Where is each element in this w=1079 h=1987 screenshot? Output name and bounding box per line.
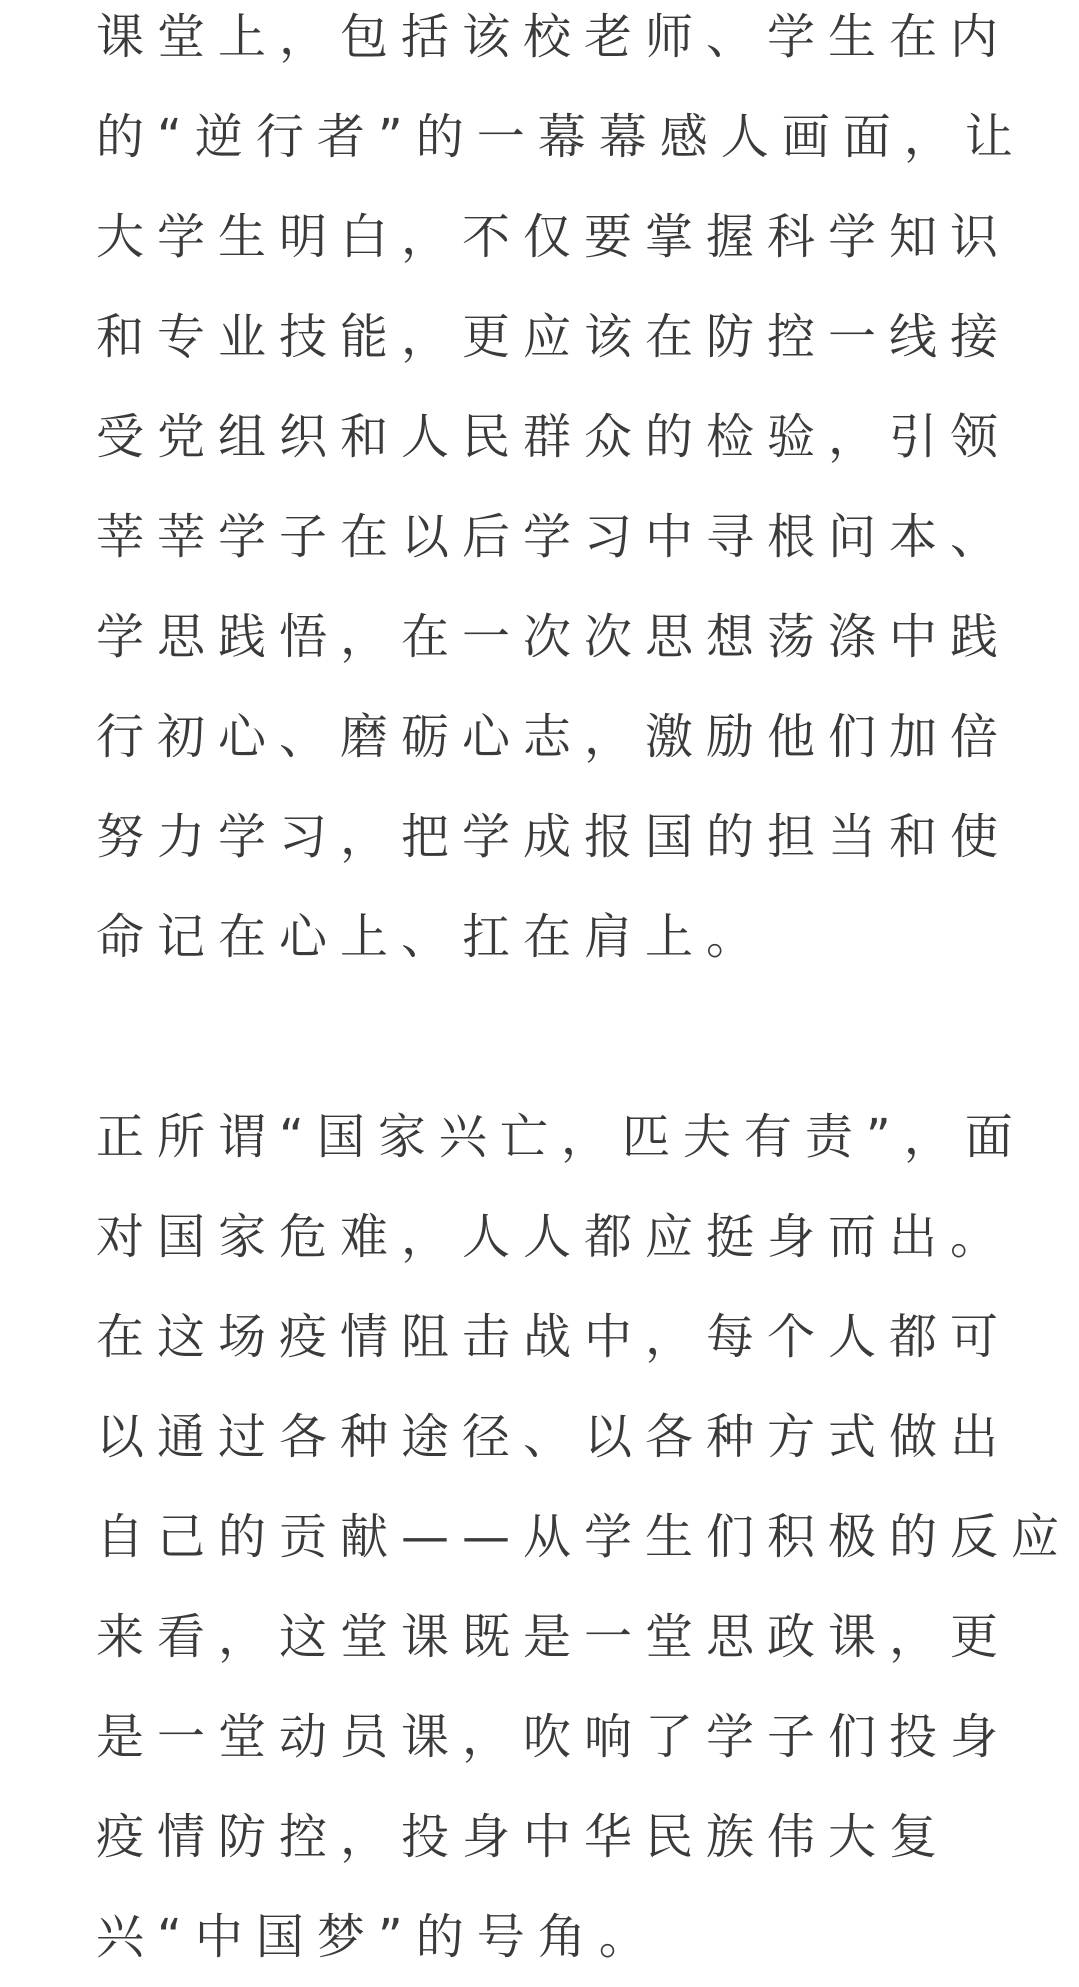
text-line: 在这场疫情阻击战中，每个人都可 [96,1309,1012,1365]
text-line: 努力学习，把学成报国的担当和使 [96,809,1012,865]
text-line: 自己的贡献——从学生们积极的反应 [96,1509,1073,1565]
text-line: 是一堂动员课，吹响了学子们投身 [96,1709,1012,1765]
text-line: 对国家危难，人人都应挺身而出。 [96,1209,1012,1265]
text-line: 受党组织和人民群众的检验，引领 [96,409,1012,465]
text-line: 和专业技能，更应该在防控一线接 [96,309,1012,365]
text-line: 的“逆行者”的一幕幕感人画面，让 [96,109,1026,165]
text-line: 课堂上，包括该校老师、学生在内 [96,9,1012,65]
text-line: 正所谓“国家兴亡，匹夫有责”，面 [96,1109,1026,1165]
text-line: 行初心、磨砺心志，激励他们加倍 [96,709,1012,765]
paragraph-1 [96,0,1026,987]
text-line: 命记在心上、扛在肩上。 [96,909,768,965]
text-line: 疫情防控，投身中华民族伟大复 [96,1809,951,1865]
text-line: 兴“中国梦”的号角。 [96,1909,660,1965]
text-line: 大学生明白，不仅要掌握科学知识 [96,209,1012,265]
paragraph-2 [96,1087,1073,1987]
text-line: 莘莘学子在以后学习中寻根问本、 [96,509,1012,565]
text-line: 学思践悟，在一次次思想荡涤中践 [96,609,1012,665]
article-body [96,0,1073,1987]
text-line: 以通过各种途径、以各种方式做出 [96,1409,1012,1465]
text-line: 来看，这堂课既是一堂思政课，更 [96,1609,1012,1665]
